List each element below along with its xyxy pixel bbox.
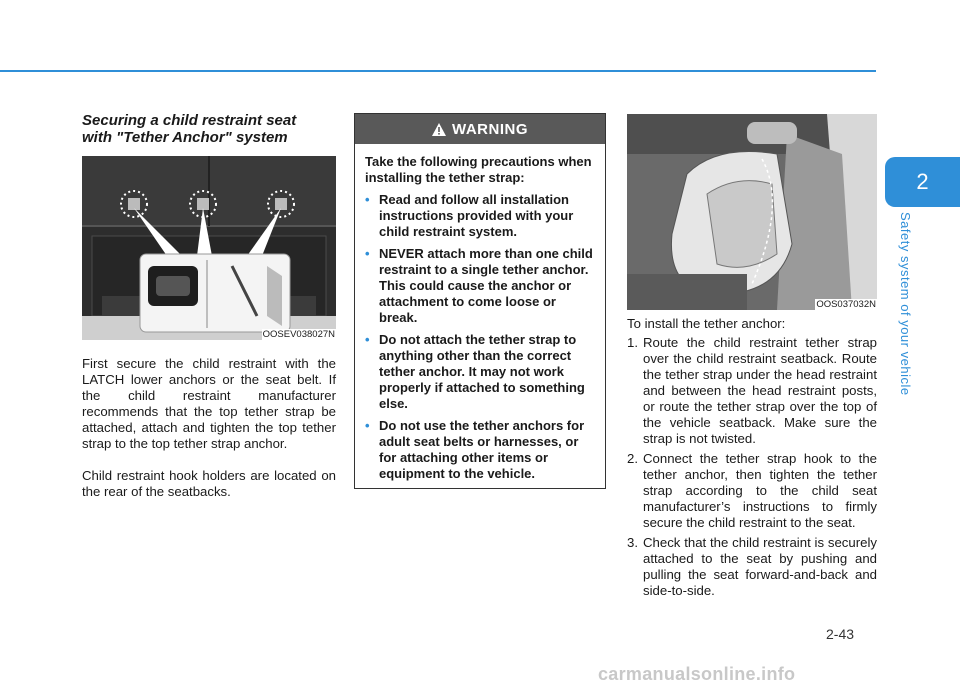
list-item: • Read and follow all installation instructions provided with your child restraint system. (365, 192, 574, 239)
child-seat-illustration (627, 114, 877, 310)
bullet-icon: • (365, 332, 370, 347)
chapter-title: Safety system of your vehicle (898, 212, 913, 396)
warning-list (365, 192, 597, 482)
warning-box (354, 113, 606, 489)
child-seat-figure (627, 114, 877, 310)
chapter-side-label (895, 212, 925, 402)
list-item: • Do not use the tether anchors for adult seat belts or harnesses, or for attaching other items or equipment to the vehicle. (365, 418, 585, 481)
section-heading (82, 112, 337, 146)
chapter-number: 2 (916, 169, 929, 194)
cargo-anchor-illustration (82, 156, 336, 340)
warning-body (355, 144, 605, 482)
bullet-icon: • (365, 192, 370, 207)
page-number: 2-43 (826, 626, 855, 642)
install-intro: To install the tether anchor: (627, 316, 786, 331)
holder-paragraph: Child restraint hook holders are located on the rear of the seatbacks. (82, 468, 336, 499)
install-steps (627, 335, 877, 603)
warning-title: WARNING (452, 120, 528, 138)
figure-code-label: OOSEV038027N (262, 329, 335, 340)
bullet-icon: • (365, 418, 370, 433)
warning-header (355, 114, 605, 144)
warning-intro: Take the following precautions when installing the tether strap: (365, 154, 592, 185)
list-item: • NEVER attach more than one child restraint to a single tether anchor. This could cause the anchor or attachment to come loose or break. (365, 246, 593, 325)
heading-line-1: Securing a child restraint seat (82, 112, 297, 129)
bullet-icon: • (365, 246, 370, 261)
watermark: carmanualsonline.info (598, 664, 796, 684)
chapter-tab (885, 157, 960, 207)
warning-triangle-icon (432, 123, 446, 136)
list-item: 1. Route the child restraint tether strap over the child restraint seatback. Route the tether strap under the head restraint and between the head restraint posts, or route the tether strap over the top of the vehicle seatback. Make sure the strap is not twisted. (627, 335, 877, 446)
intro-paragraph: First secure the child restraint with the LATCH lower anchors or the seat belt. If the child restraint manufacturer recommends that the top tether strap be attached, attach and tighten the top tether strap to the top tether strap anchor. (82, 356, 336, 451)
list-item: • Do not attach the tether strap to anything other than the correct tether anchor. It may not work properly if attached to something else. (365, 332, 585, 411)
figure-code-label: OOS037032N (816, 299, 876, 310)
heading-line-2: with "Tether Anchor" system (82, 129, 288, 146)
cargo-anchor-figure (82, 156, 336, 340)
list-item: 3. Check that the child restraint is securely attached to the seat by pushing and pulling the seat forward-and-back and side-to-side. (627, 535, 877, 598)
top-rule (0, 70, 876, 72)
list-item: 2. Connect the tether strap hook to the tether anchor, then tighten the tether strap according to the child seat manufacturer’s instructions to firmly secure the child restraint to the seat. (627, 451, 877, 530)
